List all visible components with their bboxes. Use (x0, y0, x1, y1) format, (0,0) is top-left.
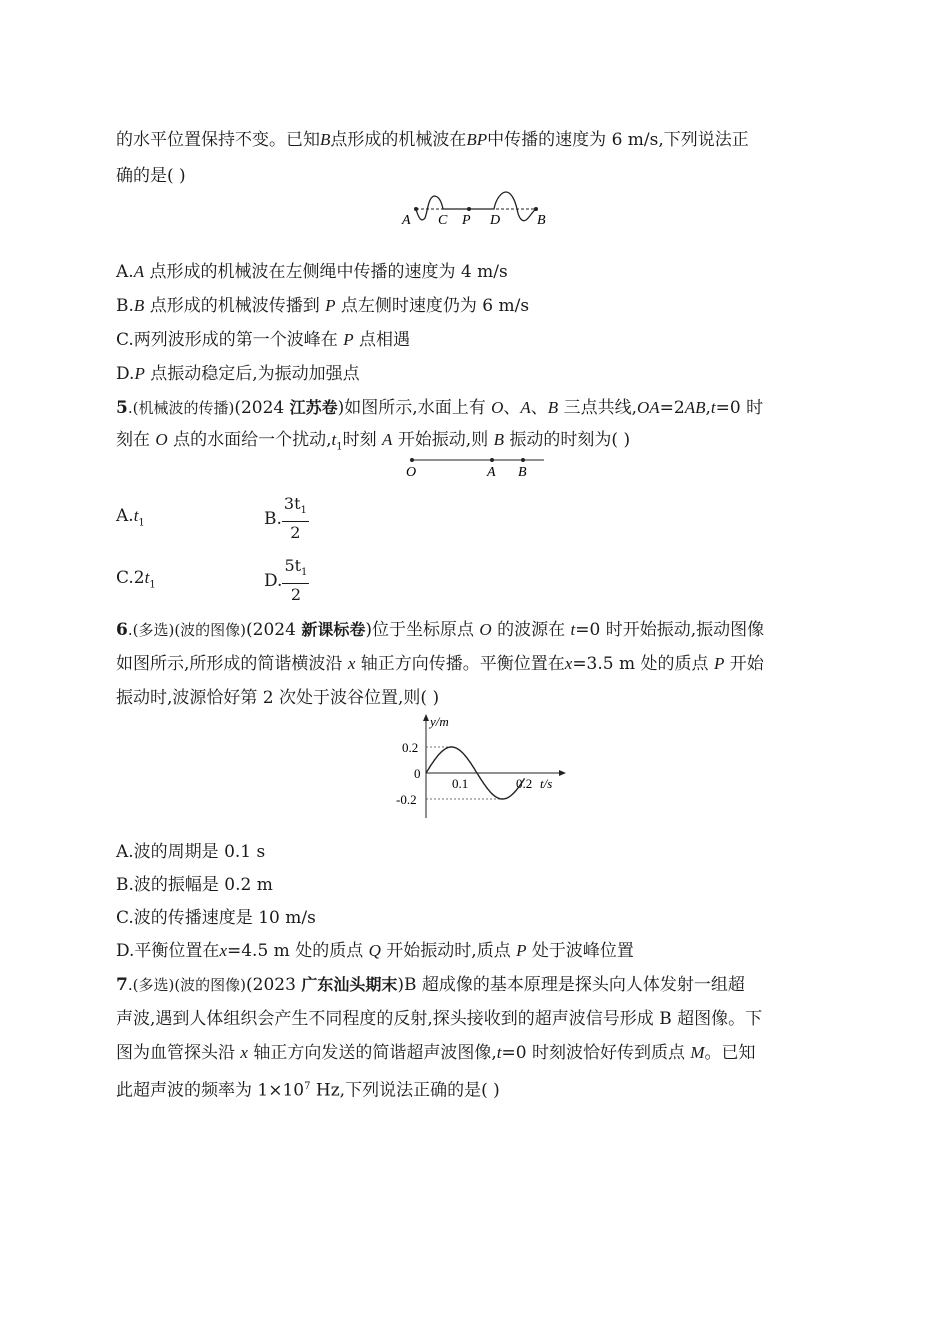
q5-option-b: B. $\frac{3t_1}{2}$ (264, 494, 307, 543)
q5-stem-line-1: 5.(机械波的传播)(2024 江苏卷)如图所示,水面上有 O、A、B 三点共线,OA=2AB,t=0 时 (116, 398, 764, 418)
y-axis-label: y/m (430, 714, 449, 729)
x-tick-0.2: 0.2 (516, 776, 533, 791)
q5-stem-line-2: 刻在 O 点的水面给一个扰动$,t_1$时刻 A 开始振动,则 B 振动的时刻为( ) (116, 430, 631, 453)
x-axis-arrow (559, 770, 566, 776)
y-tick-neg-0.2: -0.2 (396, 792, 417, 807)
q4-option-b: B.B 点形成的机械波传播到 P 点左侧时速度仍为 6 m/s (116, 296, 530, 316)
label-O: O (406, 465, 417, 480)
vibration-graph (390, 712, 570, 824)
q6-stem-line-1: 6.(多选)(波的图像)(2024 新课标卷)位于坐标原点 O 的波源在 t=0 时开始振动,振动图像 (116, 620, 765, 640)
q7-stem-line-3: 图为血管探头沿 x 轴正方向发送的简谐超声波图像,t=0 时刻波恰好传到质点 M。已知 (116, 1043, 756, 1063)
x-tick-0.1: 0.1 (452, 776, 469, 791)
q4-stem-line-2: 确的是( ) (116, 166, 186, 186)
q7-stem-line-1: 7.(多选)(波的图像)(2023 广东汕头期末)B 超成像的基本原理是探头向人体发射一组超 (116, 975, 745, 995)
label-A: A (402, 213, 411, 228)
y-tick-0.2: 0.2 (402, 740, 419, 755)
q6-option-a: A.波的周期是 0.1 s (116, 842, 266, 862)
label-B: B (518, 465, 527, 480)
q7-stem-line-2: 声波,遇到人体组织会产生不同程度的反射,探头接收到的超声波信号形成 B 超图像。下 (116, 1009, 763, 1029)
q6-stem-line-3: 振动时,波源恰好第 2 次处于波谷位置,则( ) (116, 688, 440, 708)
x-axis-label: t/s (540, 776, 553, 791)
q6-stem-line-2: 如图所示,所形成的简谐横波沿 x 轴正方向传播。平衡位置在x=3.5 m 处的质点 P 开始 (116, 654, 764, 674)
q6-option-b: B.波的振幅是 0.2 m (116, 875, 273, 895)
y-axis-arrow (423, 714, 429, 721)
q6-option-d: D.平衡位置在x=4.5 m 处的质点 Q 开始振动时,质点 P 处于波峰位置 (116, 941, 634, 961)
oab-line-figure (398, 452, 558, 482)
q5-option-a: $A.t_1$ (116, 506, 145, 529)
q5-option-d: D. $\frac{5t_1}{2}$ (264, 556, 308, 605)
label-B: B (537, 213, 546, 228)
label-C: C (438, 213, 448, 228)
q5-option-c: $C.2t_1$ (116, 568, 156, 591)
rope-wave-figure (398, 190, 558, 232)
origin-label: 0 (414, 766, 421, 781)
q7-stem-line-4: 此超声波的频率为 $1\times 10^7$ Hz,下列说法正确的是( ) (116, 1080, 500, 1101)
label-A: A (487, 465, 496, 480)
label-D: D (490, 213, 501, 228)
q4-option-a: A.A 点形成的机械波在左侧绳中传播的速度为 4 m/s (116, 262, 508, 282)
q6-option-c: C.波的传播速度是 10 m/s (116, 908, 316, 928)
label-P: P (462, 213, 471, 228)
q4-option-c: C.两列波形成的第一个波峰在 P 点相遇 (116, 330, 411, 350)
q4-stem-line-1: 的水平位置保持不变。已知B点形成的机械波在BP中传播的速度为 6 m/s,下列说法正 (116, 130, 749, 150)
q4-option-d: D.P 点振动稳定后,为振动加强点 (116, 364, 360, 384)
